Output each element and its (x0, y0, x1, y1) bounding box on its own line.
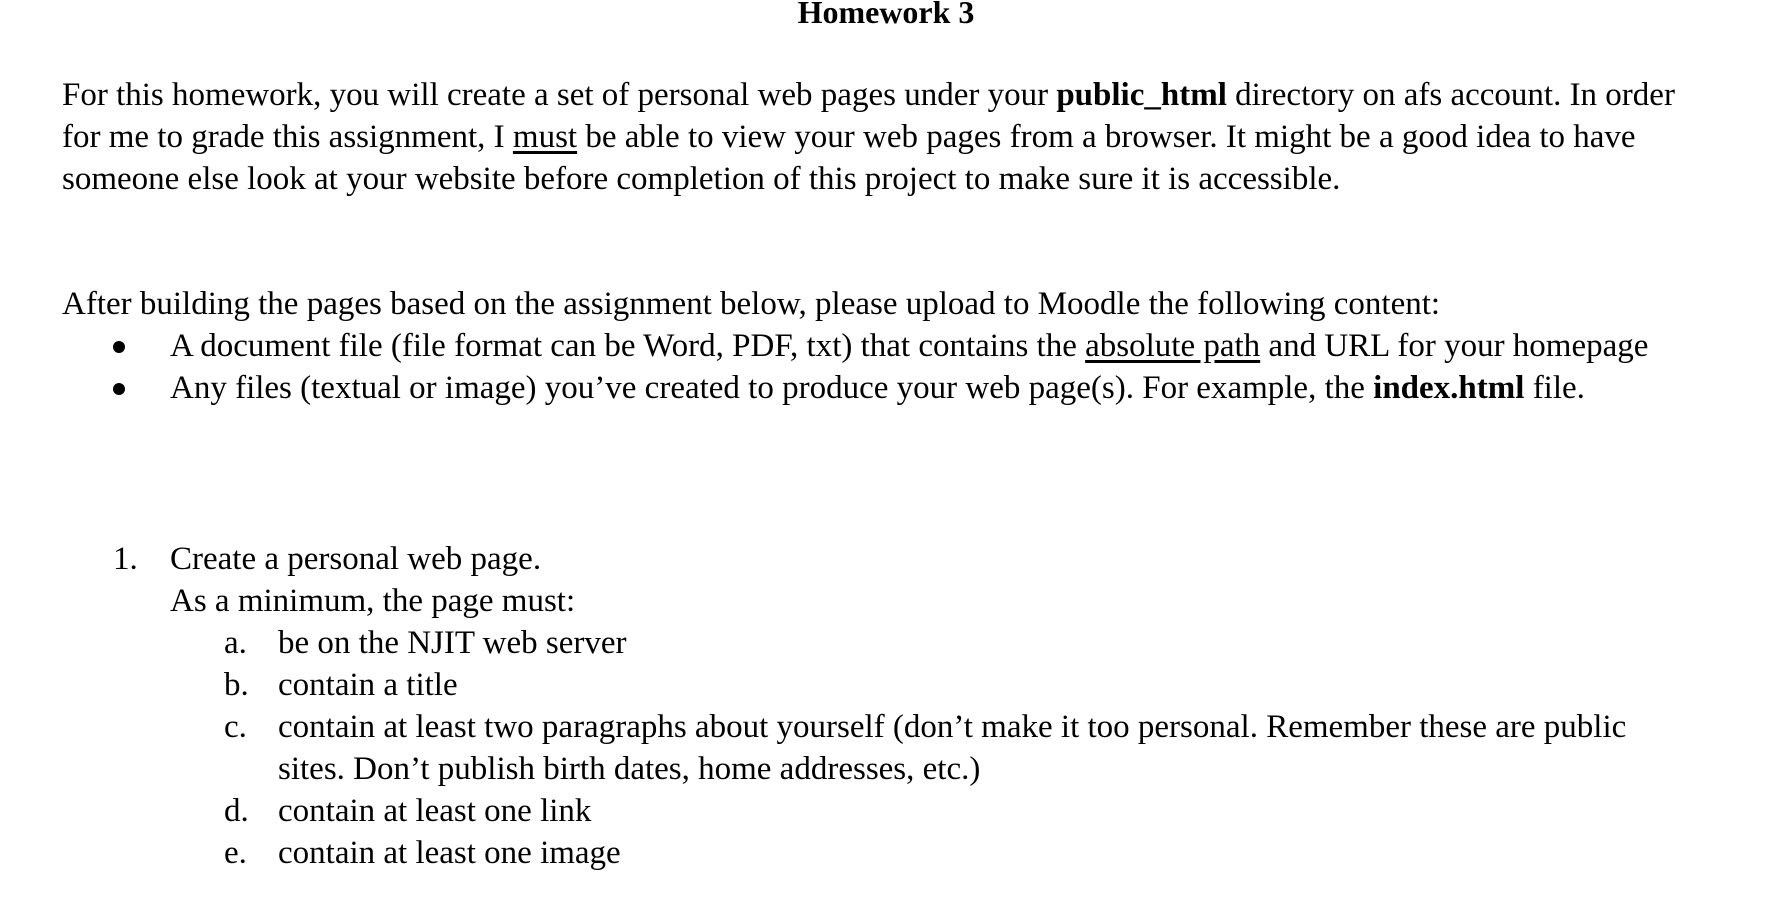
requirement-marker: c. (224, 709, 247, 745)
bullet-icon (113, 341, 125, 353)
requirement-item (0, 706, 1678, 790)
requirement-marker: b. (224, 667, 249, 703)
bullet-text-1b: and URL for your homepage (1260, 328, 1649, 364)
intro-paragraph (62, 74, 1712, 200)
requirement-item (0, 790, 1678, 832)
upload-bullet-list (0, 325, 1772, 409)
requirement-item (0, 832, 1678, 874)
task-line-1: Create a personal web page. (170, 541, 542, 577)
task-list (0, 538, 1772, 874)
intro-text-3: be able to view your web pages from a browser. It might be a good idea to have someone else look at your website before completion of this project to make sure it is accessible. (62, 119, 1636, 197)
bullet-text-2b: file. (1524, 370, 1585, 406)
requirement-item (0, 622, 1678, 664)
page-title: Homework 3 (797, 0, 975, 30)
requirement-item (0, 664, 1678, 706)
requirement-text: contain at least one image (278, 835, 621, 871)
task-line-2: As a minimum, the page must: (170, 583, 576, 619)
bullet-text-1a: A document file (file format can be Word, PDF, txt) that contains the (170, 328, 1086, 364)
requirement-text: be on the NJIT web server (278, 625, 627, 661)
must-emphasis: must (512, 119, 578, 155)
requirement-list (0, 622, 1772, 874)
requirement-marker: a. (224, 625, 247, 661)
task-number: 1. (113, 541, 138, 577)
bullet-text-2a: Any files (textual or image) you’ve created to produce your web page(s). For example, the (170, 370, 1374, 406)
public-html-term: public_html (1056, 77, 1227, 113)
requirement-text: contain a title (278, 667, 458, 703)
bullet-item-files (0, 367, 1660, 409)
intro-text-2: directory on afs account. In order for me to grade this assignment, I (62, 77, 1675, 155)
index-html-term: index.html (1373, 370, 1525, 406)
task-item-1 (0, 538, 1772, 622)
absolute-path-term: absolute path (1085, 328, 1261, 364)
requirement-marker: e. (224, 835, 247, 871)
intro-text-1: For this homework, you will create a set of personal web pages under your (62, 77, 1057, 113)
upload-intro-paragraph: After building the pages based on the assignment below, please upload to Moodle the following content: (62, 286, 1441, 322)
requirement-marker: d. (224, 793, 249, 829)
bullet-item-document (0, 325, 1660, 367)
requirement-text: contain at least two paragraphs about yourself (don’t make it too personal. Remember these are public sites. Don’t publish birth dates, home addresses, etc.) (278, 709, 1627, 787)
bullet-icon (113, 383, 125, 395)
requirement-text: contain at least one link (278, 793, 592, 829)
